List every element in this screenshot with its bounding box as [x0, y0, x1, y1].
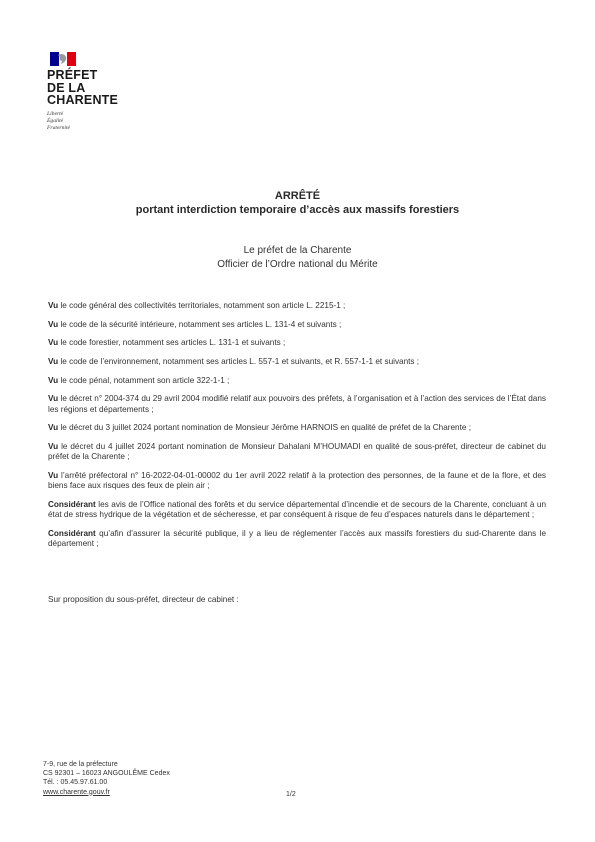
clause-text: le décret du 3 juillet 2024 portant nomination de Monsieur Jérôme HARNOIS en qualité de préfet de la Charente ;	[58, 423, 471, 433]
decree-title: ARRÊTÉ	[274, 190, 321, 202]
clause	[48, 301, 546, 311]
clause-keyword: Vu	[48, 394, 59, 404]
motto-line: Fraternité	[47, 124, 70, 131]
motto-line: Égalité	[47, 117, 64, 124]
clause-keyword: Vu	[48, 375, 59, 385]
prefecture-logo	[47, 52, 157, 132]
clause	[48, 471, 546, 492]
clause-text: le code de la sécurité intérieure, notamment ses articles L. 131-4 et suivants ;	[58, 319, 342, 329]
clause	[48, 320, 546, 330]
clause-keyword: Vu	[48, 319, 59, 329]
republic-motto	[47, 111, 157, 132]
marianne-icon	[50, 52, 76, 66]
prefecture-name	[47, 69, 157, 107]
address-line: 7-9, rue de la préfecture	[43, 761, 118, 768]
phone-number: Tél. : 05.45.97.61.00	[43, 779, 108, 787]
clause	[48, 529, 546, 550]
clause	[48, 423, 546, 433]
clause	[48, 442, 546, 463]
prefecture-name-line: PRÉFET	[47, 68, 98, 82]
page-number: 1/2	[286, 791, 296, 798]
clause-keyword: Considérant	[48, 528, 96, 538]
clause-text: le décret du 4 juillet 2024 portant nomination de Monsieur Dahalani M’HOUMADI en qualité de sous-préfet, directeur de cabinet du préfet de la Charente ;	[48, 441, 546, 462]
clause-keyword: Vu	[48, 441, 59, 451]
website-link[interactable]: www.charente.gouv.fr	[43, 788, 110, 796]
proposal-line: Sur proposition du sous-préfet, directeur de cabinet :	[48, 595, 239, 604]
authority-line: Officier de l’Ordre national du Mérite	[217, 259, 378, 270]
decree-subtitle: portant interdiction temporaire d’accès aux massifs forestiers	[135, 204, 460, 216]
legal-clauses	[48, 293, 546, 557]
clause-keyword: Considérant	[48, 499, 96, 509]
clause	[48, 500, 546, 521]
clause	[48, 357, 546, 367]
address-line: CS 92301 – 16023 ANGOULÊME Cedex	[43, 770, 170, 778]
clause-text: les avis de l’Office national des forêts et du service départemental d’incendie et de secours de la Charente, concluant à un état de stress hydrique de la végétation et de sécheresse, et par conséquent à risque de feu d’espaces naturels dans le département ;	[48, 499, 546, 520]
clause-text: le code forestier, notamment ses articles L. 131-1 et suivants ;	[58, 338, 286, 348]
clause-text: le décret n° 2004-374 du 29 avril 2004 modifié relatif aux pouvoirs des préfets, à l’organisation et à l’action des services de l’État dans les régions et départements ;	[48, 394, 546, 414]
decree-heading	[0, 189, 595, 217]
clause-keyword: Vu	[48, 470, 59, 480]
clause-text: l’arrêté préfectoral n° 16-2022-04-01-00002 du 1er avril 2022 relatif à la protection des personnes, de la faune et de la flore, et des biens face aux risques des feux de plein air ;	[48, 470, 546, 491]
prefecture-name-line: CHARENTE	[47, 93, 119, 107]
clause-text: le code pénal, notamment son article 322-1-1 ;	[58, 375, 230, 385]
issuing-authority	[0, 244, 595, 272]
motto-line: Liberté	[47, 110, 64, 117]
clause-keyword: Vu	[48, 423, 59, 433]
prefecture-name-line: DE LA	[47, 80, 86, 95]
authority-line: Le préfet de la Charente	[243, 245, 352, 256]
clause	[48, 394, 546, 415]
clause-text: le code général des collectivités territoriales, notamment son article L. 2215-1 ;	[58, 301, 346, 311]
clause-keyword: Vu	[48, 301, 59, 311]
clause-keyword: Vu	[48, 338, 59, 348]
clause-text: le code de l’environnement, notamment ses articles L. 557-1 et suivants, et R. 557-1-1 et suivants ;	[58, 356, 420, 366]
clause	[48, 376, 546, 386]
footer-address	[43, 760, 243, 797]
clause-text: qu’afin d’assurer la sécurité publique, il y a lieu de réglementer l’accès aux massifs forestiers du sud-Charente dans le département ;	[48, 528, 546, 549]
clause	[48, 338, 546, 348]
clause-keyword: Vu	[48, 356, 59, 366]
